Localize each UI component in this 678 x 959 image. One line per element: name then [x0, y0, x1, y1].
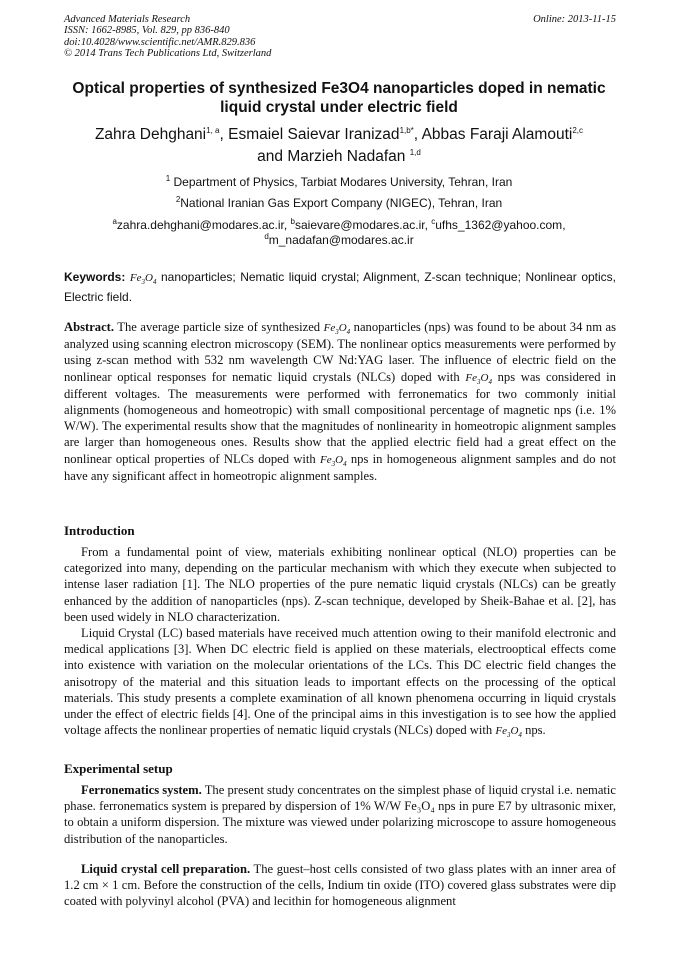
cell-preparation-label: Liquid crystal cell preparation. [81, 862, 251, 876]
author-list [40, 124, 638, 168]
author-sup: 1,d [409, 147, 421, 157]
abstract-text: nanoparticles (nps) was found to be about 34 nm as analyzed using scanning electron microscopy (SEM). The nonlinear optics measurements were performed by using z-scan method with 532 nm wavelength CW Nd:YAG laser. The influence of electric field on the nonlinear optical responses for nematic liquid crystals (NLCs) doped with [64, 320, 616, 384]
formula-fe3o4: $Fe_3O_4$ [320, 453, 347, 468]
journal-header [64, 14, 616, 60]
journal-name: Advanced Materials Research [64, 14, 191, 25]
abstract-text: The average particle size of synthesized [117, 320, 321, 334]
affiliation-1 [40, 175, 638, 190]
ferronematics-label: Ferronematics system. [81, 783, 202, 797]
online-date: Online: 2013-11-15 [533, 14, 616, 25]
email-line-2 [40, 233, 638, 248]
introduction-body [64, 544, 616, 739]
author-sup: 1, a [206, 125, 220, 135]
affiliation-sup: 2 [175, 195, 181, 204]
ferronematics-text: The present study concentrates on the simplest phase of liquid crystal i.e. nematic phase. ferronematics system is prepared by dispersion of 1% W/W Fe₃O₄ nps in pure E7 by ultrasonic mixer, to obtain a uniform dispersion. The mixture was viewed under polarizing microscope to assure homogeneous distribution of the nanoparticles. [64, 783, 617, 846]
keywords-label: Keywords: [64, 270, 126, 284]
email-line-1: $^a$zahra.dehghani@modares.ac.ir, $^b$saievare@modares.ac.ir, $^c$ufhs_1362@yahoo.com, [112, 217, 566, 232]
formula-fe3o4: $Fe_3O_4$ [323, 322, 351, 337]
author-separator: , [413, 126, 422, 143]
authors-line-1 [40, 124, 638, 146]
formula-fe3o4: $Fe_3O_4$ [495, 725, 522, 740]
author-name: Abbas Faraji Alamouti [421, 126, 573, 143]
author-sup: 2,c [572, 125, 584, 135]
email-sup: a [112, 217, 117, 226]
email-sup: c [431, 217, 436, 226]
abstract [64, 319, 616, 484]
email-list [40, 218, 638, 248]
introduction-heading: Introduction [64, 523, 135, 538]
author-name: Zahra Dehghani [94, 126, 207, 143]
affiliation-2 [40, 196, 638, 211]
abstract-text: nps was considered in different voltages. The measurements were performed with ferronematics for two commonly initial alignments (homogeneous and homeotropic) with small compositional percentage of magnetic nps (i.e. 1% W/W). The experimental results show that the magnitudes of nonlinearity in homeotropic alignment samples are larger than homogeneous ones. Results show that the applied electric field had a great effect on the nonlinear optical properties of NLCs doped with [64, 369, 616, 466]
abstract-label: Abstract. [64, 320, 115, 334]
copyright: © 2014 Trans Tech Publications Ltd, Switzerland [64, 48, 272, 60]
affiliation-text: Department of Physics, Tarbiat Modares University, Tehran, Iran [173, 175, 513, 189]
abstract-text: nps in homogeneous alignment samples and do not have any significant affect in homeotropic alignment samples. [64, 451, 616, 483]
title-line-1: Optical properties of synthesized Fe3O4 nanoparticles doped in nematic [72, 80, 606, 97]
cell-preparation-section [64, 861, 616, 910]
experimental-heading: Experimental setup [64, 761, 173, 776]
email-address: m_nadafan@modares.ac.ir [268, 233, 414, 247]
formula-fe3o4: $Fe_3O_4$ [129, 272, 157, 287]
affiliation-sup: 1 [165, 174, 171, 183]
email-sup: b [290, 217, 295, 226]
email-address: ufhs_1362@yahoo.com [435, 218, 563, 232]
author-name: Marzieh Nadafan [287, 148, 406, 165]
ferronematics-section [64, 782, 616, 847]
author-sup: 1,b* [399, 125, 414, 135]
keywords [64, 268, 616, 307]
intro-paragraph-2 [64, 625, 616, 739]
issn: ISSN: 1662-8985, Vol. 829, pp 836-840 [64, 25, 230, 37]
doi: doi:10.4028/www.scientific.net/AMR.829.836 [64, 36, 256, 48]
author-name: Esmaiel Saievar Iranizad [228, 126, 400, 143]
intro-paragraph-1: From a fundamental point of view, materials exhibiting nonlinear optical (NLO) properties can be categorized into many, depending on the particular mechanism with which they execute when subjected to intense laser radiation [1]. The NLO properties of the pure nematic liquid crystals (NLCs) can be greatly enhanced by the addition of nanoparticles (nps). Z-scan technique, developed by Sheik-Bahae et al. [2], has been used widely in NLO characterization. [64, 545, 616, 624]
title-line-2: liquid crystal under electric field [220, 99, 458, 116]
intro-paragraph-2-text: Liquid Crystal (LC) based materials have received much attention owing to their manifold electronic and medical applications [3]. When DC electric field is applied on these materials, electrooptical effects come into existence with variation on the molecular orientations of the LCs. This DC electric field changes the anisotropy of the material and this situation leads to important effects on the processing of the optical materials. This study presents a complete examination of all known phenomena occurring in liquid crystals under the effect of electric fields [4]. One of the principal aims in this investigation is to see how the applied voltage affects the nonlinear properties of nematic liquid crystals (NLCs) doped with [64, 626, 616, 738]
email-sup: d [264, 232, 269, 241]
author-and: and [257, 148, 284, 165]
email-address: zahra.dehghani@modares.ac.ir [116, 218, 284, 232]
cell-preparation-text: The guest–host cells consisted of two glass plates with an inner area of 1.2 cm × 1 cm. Before the construction of the cells, Indium tin oxide (ITO) covered glass substrates were dip coated with polyvinyl alcohol (PVA) and lecithin for homogeneous alignment [64, 862, 617, 909]
intro-paragraph-2-end: nps. [525, 723, 546, 738]
author-separator: , [219, 126, 229, 143]
email-address: saievare@modares.ac.ir [295, 218, 425, 232]
paper-title [40, 79, 638, 117]
keywords-text: nanoparticles; Nematic liquid crystal; Alignment, Z-scan technique; Nonlinear optics, Electric field. [64, 270, 617, 304]
affiliation-text: National Iranian Gas Export Company (NIGEC), Tehran, Iran [180, 196, 503, 210]
authors-line-2 [40, 146, 638, 168]
formula-fe3o4: $Fe_3O_4$ [465, 371, 492, 386]
